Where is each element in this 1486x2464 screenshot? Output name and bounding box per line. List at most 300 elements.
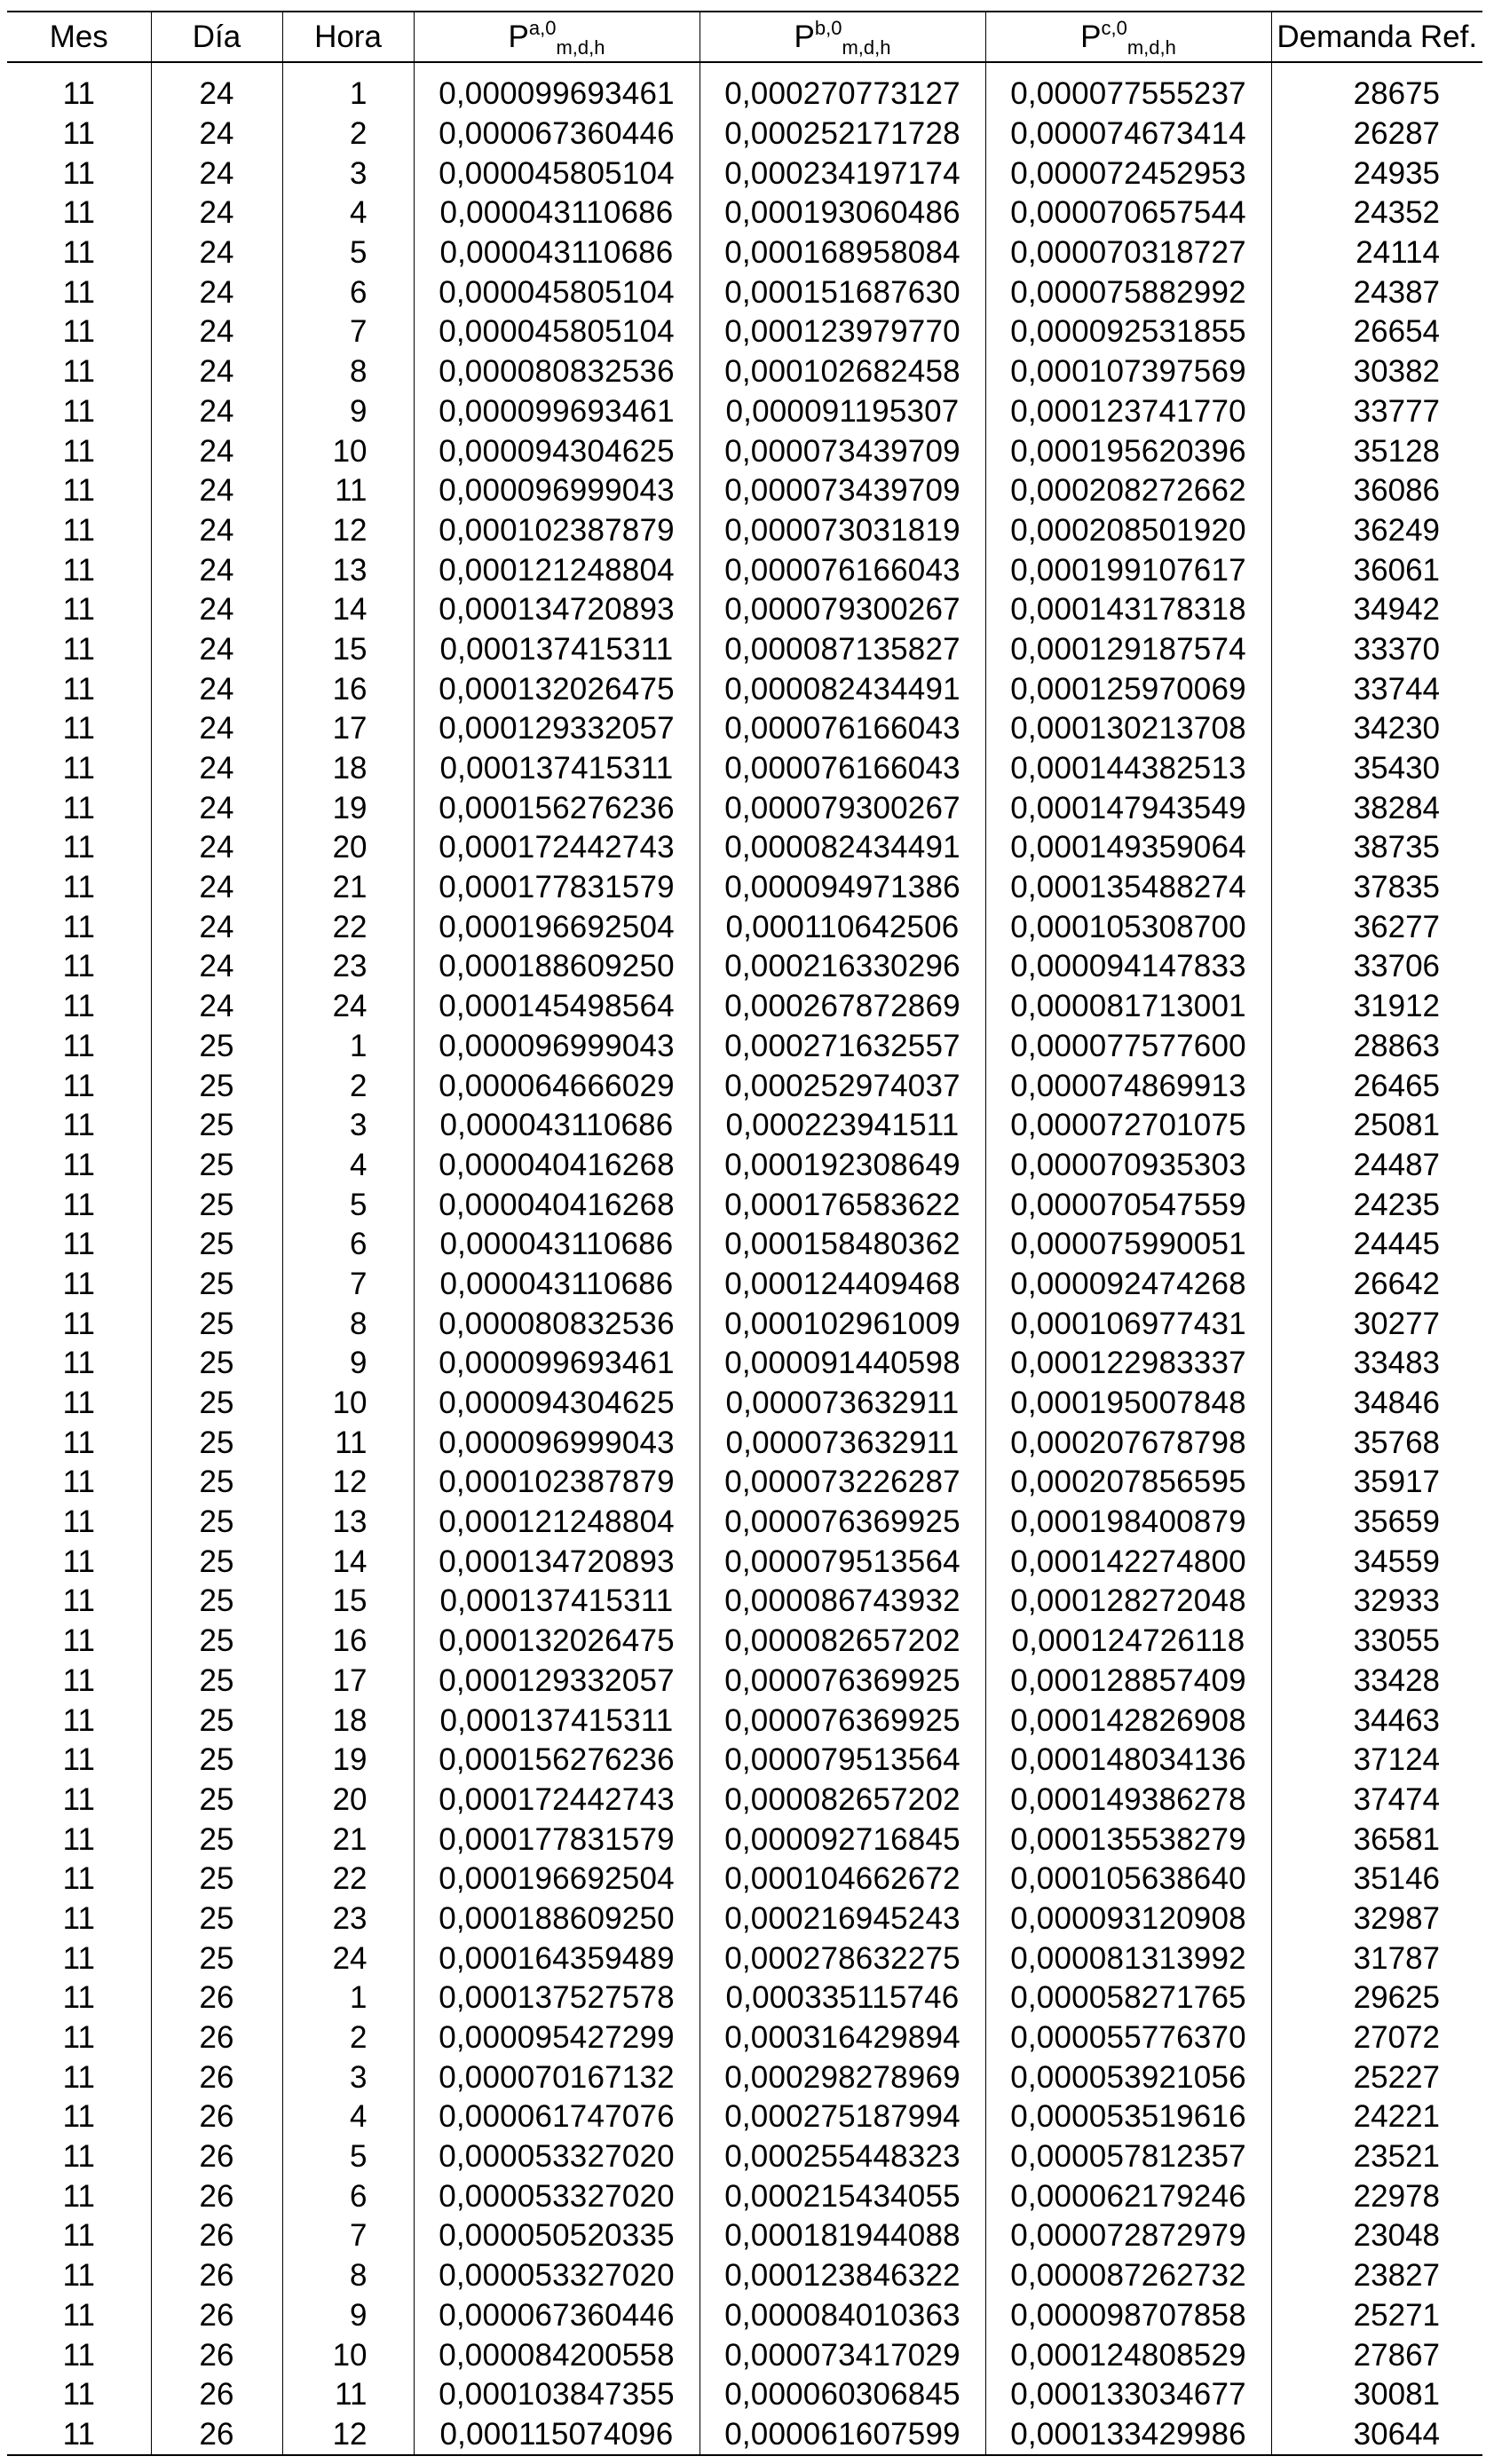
cell-demanda: 34942 [1353, 592, 1440, 628]
cell-pa: 0,000096999043 [414, 1027, 700, 1067]
spacer-row [7, 62, 1482, 75]
header-row [7, 12, 1482, 62]
cell-pc: 0,000148034136 [985, 1741, 1271, 1781]
cell-pb: 0,000091195307 [700, 392, 985, 432]
cell-hora: 1 [282, 75, 414, 115]
cell-pc: 0,000207678798 [985, 1423, 1271, 1463]
cell-dia: 25 [151, 1344, 282, 1384]
cell-demanda: 37474 [1353, 1781, 1440, 1817]
cell-pb: 0,000079300267 [700, 788, 985, 828]
cell-mes: 11 [7, 749, 151, 789]
cell-mes: 11 [7, 471, 151, 511]
cell-pa: 0,000145498564 [414, 987, 700, 1027]
cell-pc: 0,000092531855 [985, 312, 1271, 352]
cell-demanda: 26642 [1353, 1266, 1440, 1301]
cell-dia: 24 [151, 907, 282, 947]
table-row [7, 788, 1482, 828]
cell-dia: 26 [151, 2137, 282, 2177]
cell-pb: 0,000076369925 [700, 1662, 985, 1702]
cell-hora: 21 [282, 1820, 414, 1860]
cell-pb: 0,000086743932 [700, 1582, 985, 1622]
cell-pa: 0,000084200558 [414, 2335, 700, 2375]
cell-pb: 0,000234197174 [700, 154, 985, 193]
cell-dia: 24 [151, 193, 282, 233]
table-row [7, 1781, 1482, 1820]
cell-dia: 24 [151, 987, 282, 1027]
cell-pa: 0,000156276236 [414, 1741, 700, 1781]
cell-pb: 0,000060306845 [700, 2375, 985, 2415]
cell-mes: 11 [7, 669, 151, 709]
table-row [7, 2137, 1482, 2177]
cell-pa: 0,000137527578 [414, 1978, 700, 2018]
cell-pc: 0,000072872979 [985, 2216, 1271, 2256]
cell-pa: 0,000129332057 [414, 1662, 700, 1702]
cell-pb: 0,000073439709 [700, 431, 985, 471]
cell-mes: 11 [7, 233, 151, 273]
cell-pa: 0,000043110686 [414, 1225, 700, 1265]
cell-pa: 0,000067360446 [414, 115, 700, 154]
cell-hora: 8 [282, 2256, 414, 2296]
cell-mes: 11 [7, 1542, 151, 1582]
cell-dia: 25 [151, 1423, 282, 1463]
cell-pb: 0,000176583622 [700, 1185, 985, 1225]
table-row [7, 1582, 1482, 1622]
cell-dia: 25 [151, 1622, 282, 1662]
cell-pc: 0,000105308700 [985, 907, 1271, 947]
cell-demanda: 25227 [1353, 2059, 1440, 2095]
cell-pc: 0,000122983337 [985, 1344, 1271, 1384]
cell-hora: 19 [282, 1741, 414, 1781]
cell-hora: 2 [282, 1066, 414, 1106]
cell-pa: 0,000132026475 [414, 1622, 700, 1662]
cell-pc: 0,000142826908 [985, 1701, 1271, 1741]
table-row [7, 1185, 1482, 1225]
cell-hora: 8 [282, 1304, 414, 1344]
cell-mes: 11 [7, 1344, 151, 1384]
cell-pa: 0,000137415311 [414, 1582, 700, 1622]
cell-pa: 0,000096999043 [414, 471, 700, 511]
cell-pc: 0,000070657544 [985, 193, 1271, 233]
cell-pa: 0,000188609250 [414, 947, 700, 987]
cell-pc: 0,000133429986 [985, 2415, 1271, 2456]
cell-demanda: 30644 [1271, 2415, 1482, 2456]
table-row [7, 1066, 1482, 1106]
cell-demanda: 24352 [1353, 195, 1440, 231]
cell-mes: 11 [7, 431, 151, 471]
cell-demanda: 31787 [1353, 1940, 1440, 1976]
cell-dia: 25 [151, 1741, 282, 1781]
cell-hora: 8 [282, 352, 414, 392]
cell-dia: 26 [151, 2216, 282, 2256]
cell-demanda: 25271 [1353, 2297, 1440, 2333]
table-row [7, 550, 1482, 590]
cell-mes: 11 [7, 1582, 151, 1622]
cell-dia: 25 [151, 1701, 282, 1741]
cell-dia: 25 [151, 1185, 282, 1225]
cell-pa: 0,000134720893 [414, 590, 700, 630]
cell-demanda: 37124 [1353, 1742, 1440, 1778]
header-pb-sub: m,d,h [842, 36, 891, 59]
cell-pb: 0,000073226287 [700, 1463, 985, 1503]
cell-dia: 26 [151, 2018, 282, 2058]
cell-pa: 0,000043110686 [414, 233, 700, 273]
cell-pa: 0,000094304625 [414, 1384, 700, 1424]
cell-demanda: 32987 [1353, 1900, 1440, 1936]
header-pc-base: P [1080, 19, 1102, 54]
cell-dia: 26 [151, 2415, 282, 2456]
cell-dia: 26 [151, 2375, 282, 2415]
cell-hora: 11 [282, 2375, 414, 2415]
cell-dia: 24 [151, 828, 282, 868]
cell-demanda: 35146 [1353, 1861, 1440, 1897]
table-row [7, 392, 1482, 432]
cell-pa: 0,000103847355 [414, 2375, 700, 2415]
table-row [7, 749, 1482, 789]
cell-pb: 0,000073439709 [700, 471, 985, 511]
cell-pa: 0,000045805104 [414, 154, 700, 193]
cell-pa: 0,000121248804 [414, 550, 700, 590]
cell-pa: 0,000102387879 [414, 1463, 700, 1503]
cell-pc: 0,000124726118 [985, 1622, 1271, 1662]
header-pa-base: P [508, 19, 529, 54]
cell-mes: 11 [7, 1185, 151, 1225]
table-row [7, 2335, 1482, 2375]
cell-demanda: 34846 [1353, 1386, 1440, 1421]
cell-demanda: 25081 [1353, 1108, 1440, 1143]
cell-hora: 14 [282, 1542, 414, 1582]
table-row [7, 1265, 1482, 1305]
cell-dia: 24 [151, 272, 282, 312]
cell-pc: 0,000195007848 [985, 1384, 1271, 1424]
cell-pc: 0,000077555237 [985, 75, 1271, 115]
table-row [7, 1344, 1482, 1384]
cell-demanda: 33744 [1353, 671, 1440, 707]
cell-dia: 24 [151, 115, 282, 154]
table-row [7, 1146, 1482, 1186]
cell-hora: 14 [282, 590, 414, 630]
cell-demanda: 33370 [1353, 631, 1440, 667]
cell-demanda: 26465 [1353, 1068, 1440, 1103]
cell-demanda: 22978 [1353, 2178, 1440, 2214]
cell-dia: 25 [151, 1662, 282, 1702]
cell-mes: 11 [7, 947, 151, 987]
cell-pb: 0,000073632911 [700, 1384, 985, 1424]
cell-pb: 0,000316429894 [700, 2018, 985, 2058]
cell-pa: 0,000043110686 [414, 1106, 700, 1146]
table-row [7, 1304, 1482, 1344]
cell-demanda: 37835 [1353, 870, 1440, 905]
cell-mes: 11 [7, 1820, 151, 1860]
cell-pc: 0,000147943549 [985, 788, 1271, 828]
header-pc-sub: m,d,h [1126, 36, 1176, 59]
cell-demanda: 31912 [1353, 989, 1440, 1024]
cell-pc: 0,000075990051 [985, 1225, 1271, 1265]
cell-hora: 3 [282, 154, 414, 193]
cell-pb: 0,000104662672 [700, 1860, 985, 1899]
table-row [7, 987, 1482, 1027]
cell-mes: 11 [7, 1106, 151, 1146]
cell-mes: 11 [7, 2256, 151, 2296]
cell-pa: 0,000188609250 [414, 1899, 700, 1939]
cell-pb: 0,000123846322 [700, 2256, 985, 2296]
cell-hora: 15 [282, 630, 414, 670]
cell-pc: 0,000087262732 [985, 2256, 1271, 2296]
cell-mes: 11 [7, 987, 151, 1027]
cell-dia: 26 [151, 1978, 282, 2018]
table-row [7, 709, 1482, 749]
cell-mes: 11 [7, 1146, 151, 1186]
cell-hora: 10 [282, 2335, 414, 2375]
cell-mes: 11 [7, 2415, 151, 2456]
cell-demanda: 33483 [1353, 1346, 1440, 1381]
cell-pb: 0,000270773127 [700, 75, 985, 115]
cell-pc: 0,000055776370 [985, 2018, 1271, 2058]
cell-hora: 7 [282, 2216, 414, 2256]
cell-pc: 0,000195620396 [985, 431, 1271, 471]
cell-pa: 0,000064666029 [414, 1066, 700, 1106]
cell-dia: 24 [151, 947, 282, 987]
header-hora: Hora [282, 12, 414, 62]
header-pc [985, 12, 1271, 62]
cell-hora: 21 [282, 868, 414, 908]
table-row [7, 907, 1482, 947]
cell-pc: 0,000105638640 [985, 1860, 1271, 1899]
cell-demanda: 36061 [1353, 552, 1440, 588]
cell-pc: 0,000135488274 [985, 868, 1271, 908]
cell-pc: 0,000123741770 [985, 392, 1271, 432]
cell-hora: 6 [282, 2176, 414, 2216]
cell-mes: 11 [7, 1027, 151, 1067]
cell-pc: 0,000133034677 [985, 2375, 1271, 2415]
table-row [7, 312, 1482, 352]
cell-pb: 0,000216330296 [700, 947, 985, 987]
cell-pb: 0,000278632275 [700, 1939, 985, 1978]
cell-pa: 0,000050520335 [414, 2216, 700, 2256]
cell-demanda: 34463 [1353, 1702, 1440, 1738]
cell-mes: 11 [7, 1939, 151, 1978]
cell-pb: 0,000087135827 [700, 630, 985, 670]
cell-pc: 0,000129187574 [985, 630, 1271, 670]
cell-pb: 0,000252171728 [700, 115, 985, 154]
table-row [7, 2415, 1482, 2456]
data-table [7, 11, 1482, 2456]
cell-mes: 11 [7, 2375, 151, 2415]
cell-mes: 11 [7, 828, 151, 868]
cell-dia: 24 [151, 868, 282, 908]
cell-demanda: 33777 [1353, 393, 1440, 429]
cell-dia: 25 [151, 1899, 282, 1939]
cell-dia: 26 [151, 2176, 282, 2216]
cell-pc: 0,000077577600 [985, 1027, 1271, 1067]
cell-hora: 10 [282, 1384, 414, 1424]
cell-mes: 11 [7, 630, 151, 670]
cell-pb: 0,000079300267 [700, 590, 985, 630]
cell-dia: 25 [151, 1027, 282, 1067]
cell-demanda: 24445 [1353, 1227, 1440, 1262]
cell-pb: 0,000094971386 [700, 868, 985, 908]
cell-hora: 16 [282, 669, 414, 709]
table-row [7, 2018, 1482, 2058]
cell-dia: 26 [151, 2256, 282, 2296]
cell-hora: 17 [282, 1662, 414, 1702]
cell-pb: 0,000073417029 [700, 2335, 985, 2375]
cell-hora: 15 [282, 1582, 414, 1622]
table-row [7, 2375, 1482, 2415]
cell-pb: 0,000151687630 [700, 272, 985, 312]
cell-demanda: 34559 [1353, 1544, 1440, 1579]
cell-mes: 11 [7, 1225, 151, 1265]
table-row [7, 1225, 1482, 1265]
cell-pc: 0,000062179246 [985, 2176, 1271, 2216]
cell-pc: 0,000075882992 [985, 272, 1271, 312]
cell-pb: 0,000082434491 [700, 828, 985, 868]
cell-pc: 0,000053519616 [985, 2097, 1271, 2137]
cell-dia: 26 [151, 2097, 282, 2137]
cell-pa: 0,000102387879 [414, 511, 700, 551]
cell-mes: 11 [7, 312, 151, 352]
cell-dia: 25 [151, 1542, 282, 1582]
cell-mes: 11 [7, 352, 151, 392]
cell-dia: 25 [151, 1781, 282, 1820]
cell-pa: 0,000061747076 [414, 2097, 700, 2137]
cell-mes: 11 [7, 1860, 151, 1899]
cell-dia: 24 [151, 352, 282, 392]
cell-pc: 0,000130213708 [985, 709, 1271, 749]
cell-pa: 0,000045805104 [414, 272, 700, 312]
cell-dia: 25 [151, 1225, 282, 1265]
cell-hora: 2 [282, 2018, 414, 2058]
cell-mes: 11 [7, 1423, 151, 1463]
header-pb-sup: b,0 [814, 16, 842, 39]
table-row [7, 1939, 1482, 1978]
cell-demanda: 36581 [1353, 1821, 1440, 1857]
cell-demanda: 24387 [1353, 274, 1440, 310]
cell-dia: 24 [151, 471, 282, 511]
header-pa [414, 12, 700, 62]
cell-dia: 24 [151, 392, 282, 432]
cell-hora: 19 [282, 788, 414, 828]
cell-pa: 0,000164359489 [414, 1939, 700, 1978]
cell-pc: 0,000074673414 [985, 115, 1271, 154]
cell-demanda: 36086 [1353, 473, 1440, 509]
cell-pb: 0,000076369925 [700, 1503, 985, 1543]
cell-pb: 0,000255448323 [700, 2137, 985, 2177]
cell-hora: 12 [282, 511, 414, 551]
cell-hora: 5 [282, 233, 414, 273]
cell-pa: 0,000172442743 [414, 828, 700, 868]
header-dia: Día [151, 12, 282, 62]
table-row [7, 471, 1482, 511]
cell-dia: 26 [151, 2057, 282, 2097]
header-demanda: Demanda Ref. [1271, 12, 1482, 62]
table-row [7, 947, 1482, 987]
header-pa-sub: m,d,h [556, 36, 605, 59]
cell-pa: 0,000040416268 [414, 1146, 700, 1186]
table-row [7, 1622, 1482, 1662]
cell-mes: 11 [7, 1463, 151, 1503]
cell-pb: 0,000091440598 [700, 1344, 985, 1384]
cell-mes: 11 [7, 1503, 151, 1543]
cell-hora: 23 [282, 947, 414, 987]
cell-pa: 0,000172442743 [414, 1781, 700, 1820]
cell-pa: 0,000177831579 [414, 1820, 700, 1860]
cell-pc: 0,000125970069 [985, 669, 1271, 709]
cell-hora: 20 [282, 828, 414, 868]
cell-hora: 12 [282, 1463, 414, 1503]
table-row [7, 75, 1482, 115]
cell-pa: 0,000096999043 [414, 1423, 700, 1463]
cell-pb: 0,000076166043 [700, 709, 985, 749]
cell-dia: 25 [151, 1939, 282, 1978]
cell-hora: 13 [282, 550, 414, 590]
cell-demanda: 26287 [1353, 116, 1440, 152]
cell-pb: 0,000061607599 [700, 2415, 985, 2456]
table-row [7, 1899, 1482, 1939]
cell-pa: 0,000099693461 [414, 1344, 700, 1384]
cell-dia: 25 [151, 1820, 282, 1860]
cell-hora: 20 [282, 1781, 414, 1820]
cell-pc: 0,000208272662 [985, 471, 1271, 511]
cell-pc: 0,000106977431 [985, 1304, 1271, 1344]
cell-mes: 11 [7, 154, 151, 193]
table-row [7, 1542, 1482, 1582]
table-row [7, 1860, 1482, 1899]
header-pb-base: P [794, 19, 815, 54]
cell-dia: 26 [151, 2296, 282, 2336]
cell-mes: 11 [7, 2335, 151, 2375]
cell-pb: 0,000298278969 [700, 2057, 985, 2097]
cell-hora: 10 [282, 431, 414, 471]
cell-demanda: 35659 [1353, 1504, 1440, 1540]
cell-hora: 2 [282, 115, 414, 154]
cell-mes: 11 [7, 2057, 151, 2097]
cell-mes: 11 [7, 1304, 151, 1344]
cell-dia: 25 [151, 1265, 282, 1305]
cell-pc: 0,000094147833 [985, 947, 1271, 987]
cell-pa: 0,000129332057 [414, 709, 700, 749]
cell-pa: 0,000080832536 [414, 1304, 700, 1344]
cell-pc: 0,000207856595 [985, 1463, 1271, 1503]
cell-mes: 11 [7, 75, 151, 115]
cell-pc: 0,000057812357 [985, 2137, 1271, 2177]
cell-mes: 11 [7, 2137, 151, 2177]
cell-dia: 25 [151, 1066, 282, 1106]
cell-mes: 11 [7, 392, 151, 432]
cell-pa: 0,000115074096 [414, 2415, 700, 2456]
table-row [7, 1384, 1482, 1424]
cell-pc: 0,000149386278 [985, 1781, 1271, 1820]
cell-pb: 0,000082434491 [700, 669, 985, 709]
cell-hora: 22 [282, 907, 414, 947]
table-row [7, 272, 1482, 312]
cell-pb: 0,000102961009 [700, 1304, 985, 1344]
cell-hora: 7 [282, 312, 414, 352]
cell-pb: 0,000110642506 [700, 907, 985, 947]
cell-demanda: 30382 [1353, 354, 1440, 390]
cell-demanda: 27072 [1353, 2020, 1440, 2056]
cell-demanda: 35128 [1353, 433, 1440, 469]
cell-mes: 11 [7, 590, 151, 630]
cell-demanda: 38735 [1353, 830, 1440, 865]
cell-pa: 0,000137415311 [414, 1701, 700, 1741]
cell-pc: 0,000144382513 [985, 749, 1271, 789]
cell-mes: 11 [7, 115, 151, 154]
cell-demanda: 30277 [1353, 1306, 1440, 1341]
cell-pb: 0,000079513564 [700, 1542, 985, 1582]
cell-pa: 0,000094304625 [414, 431, 700, 471]
cell-pb: 0,000181944088 [700, 2216, 985, 2256]
cell-hora: 6 [282, 1225, 414, 1265]
